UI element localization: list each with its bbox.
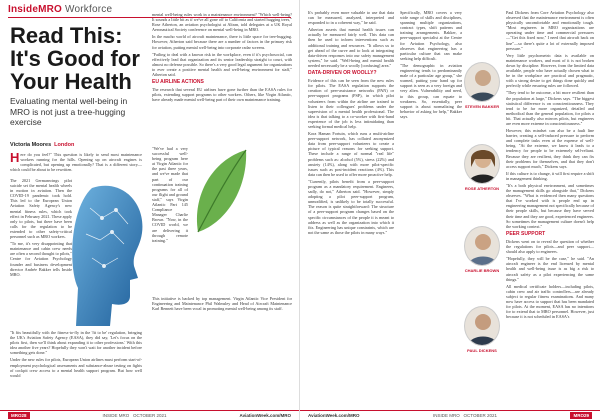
- body-paragraph: Atherton asserts that mental health issues can actually be measured fairly well. This data can then be used to inform interventions such as additional training and resources. "It allows us to get ahead of the curve and to look at integrating data-driven responses into our safety management system," he said. "Well-being and mental health needed necessarily be a woolly [confusing] area.": [308, 27, 394, 68]
- footer-left: [0, 410, 299, 420]
- section-heading: PEER SUPPORT: [506, 230, 546, 237]
- body-paragraph: "To me, it's very disappointing that maintenance and cabin crew needs are often a second thought to pilots," Centre for Aviation Psychology founder and business development director Andrée Bakker tells Inside MRO.: [10, 241, 72, 277]
- left-bottom-column: [10, 330, 142, 380]
- body-paragraph: This initiative is backed by top management. Virgin Atlantic Vice President for Engineering and Maintenance Phil Walmsley and Head of Aircraft Maintenance Karl Bennett have been vocal in promoting mental well-being among its staff.: [152, 296, 292, 312]
- portrait-photo: [464, 306, 500, 346]
- person-icon: [465, 227, 500, 266]
- section-heading: DATA-DRIVEN OR WOOLLY?: [308, 70, 377, 77]
- masthead-section: Workforce: [65, 4, 113, 15]
- body-paragraph: Paul Dickens from Core Aviation Psychology also observed that the maintenance environment is often physically uncomfortable and emotionally tough. "Most engineers in MRO organizations are operating under time and commercial pressures—"Get this fixed now," I need that aircraft back on line"—so there's quite a lot of externally imposed pressure.": [506, 10, 594, 51]
- body-paragraph: However, this mindset can also be a fault line barrier, creating a self-induced pressure to perform and complete tasks even at the expense of well-being. "At the extreme, we know it leads to a tendency for people to be extremely self-reliant. Because they are resilient, they think they can fix their problems for themselves, and that they don't access support much," Dickens says.: [506, 128, 594, 169]
- column-3: [308, 10, 394, 237]
- footer-issue: INSIDE MRO OCTOBER 2021: [102, 413, 167, 418]
- person-icon: [465, 307, 500, 346]
- body-paragraph: All medical certificate holders—including pilots, cabin crew and air traffic controllers—are already subject to regular fitness examinations. And many now have access to support that has been mandated for pilots. At the moment, EASA has no intentions for to extend that to MRO personnel. However, just because it is not scheduled in EASA's: [506, 283, 594, 320]
- column-5: [506, 10, 594, 321]
- portrait-photo: [464, 226, 500, 266]
- drop-cap: H: [10, 150, 20, 165]
- byline-name: Victoria Moores: [10, 142, 52, 148]
- body-paragraph: "Hopefully, they will be the case," he said. "An aircraft engineer is the end licensed by mental health and well-being issue is as big a risk to aircraft safety as a pilot experiencing the same things.": [506, 256, 594, 282]
- footer-url[interactable]: AviationWeek.com/MRO: [239, 413, 291, 418]
- circuit-node: [102, 264, 105, 267]
- column-2: [152, 12, 292, 105]
- portrait-caption: PAUL DICKENS: [467, 348, 497, 353]
- column-2-lower: [152, 146, 188, 245]
- circuit-node: [110, 230, 113, 233]
- column-4: [400, 10, 462, 121]
- page-number: MRO29: [570, 412, 592, 419]
- body-paragraph: "It's a both physical environment, and sometimes the management skills go alongside that," Dickens observes. "What is evidenced then many questions that I've worked with is people end up in engineering management not specifically because of their people skills, but because they have served their time and they are good, experienced engineers. So sometimes the management culture doesn't help the working context.": [506, 183, 594, 229]
- portrait-caption: CHARLIE BROWN: [464, 268, 500, 273]
- circuit-node: [100, 216, 103, 219]
- body-paragraph: Very little psychometric data is available on maintenance workers, and most of it is not broken down by discipline. However, from the limited data available, people who have actually chosen what to be in the workplace are practical and pragmatic, with a strong desire to get things done quickly and perfectly while ensuring rules are followed.: [506, 52, 594, 89]
- head-illustration: [72, 178, 148, 328]
- circuit-node: [114, 208, 117, 211]
- lead-text: ere do you feel?" This question is likely to send most maintenance workers running for the hills. Opening up on aircraft engines is complicated, but opening up emotionally? That is a different story—which could be about to be rewritten.: [10, 152, 142, 173]
- body-paragraph: If this culture is to change, it will first require a shift in management thinking.: [506, 170, 594, 181]
- body-paragraph: "Currently, pilots benefit from a peer-support program as a mandatory requirement. Engineers, sadly, do not," Atherton said. "However, simply adopting a pilot peer-support program, unmodified, is unlikely to be totally successful. The reason is quite straightforward: The structure of a peer-support program changes based on the specific circumstances of the people it is meant to address as well as the organization into which it fits. Engineering has unique constraints, which are not the same as those the pilots in many ways.": [308, 178, 394, 235]
- standfirst: Evaluating mental well-being in MRO is not just a tree-hugging exercise: [10, 96, 128, 127]
- body-paragraph: The 2021 Germanwings pilot suicide set the mental health wheels in motion in aviation. Then the COVID-19 pandemic took hold. This led to the European Union Aviation Safety Agency's new mental fitness rules, which took effect in February 2021. These apply only to pilots, but there have been calls for the regulation to be extended to other safety-critical personnel such as MRO workers.: [10, 178, 72, 240]
- footer-right: [300, 410, 600, 420]
- section-heading: EU AIRLINE ACTIONS: [152, 79, 204, 86]
- portrait-photo: [464, 62, 500, 102]
- body-paragraph: mental well-being rules work in a maintenance environment? "Which well-being? It sounds a little bit as if we've all gone off to California and started hugging trees," Rose Atherton, an aviation psychologist at Altran, told delegates at a UK Royal Aeronautical Society conference on mental well-being in MRO.: [152, 12, 292, 33]
- masthead-brand: InsideMRO: [8, 4, 63, 15]
- wrap-column: [10, 178, 72, 279]
- body-paragraph: Dickens went on to reveal the question of whether the regulations for pilots—and peer support—should also apply to engineers.: [506, 238, 594, 255]
- byline: [10, 142, 74, 148]
- body-paragraph: Evidence of this can be seen from the new rules for pilots. The EASA regulation supports the creation of peer-assistance networks (PAN) or peer-support programs (PSP), in which pilot volunteers from within the airline are trained to listen to their colleagues' problems under the supervision of a mental health professional. The idea is that talking to a co-worker with first-hand experience of the job is less intimidating than seeking formal medical help.: [308, 78, 394, 129]
- body-paragraph: Under the new rules for pilots, European Union airlines must perform start-of-employment psychological assessments and substance-abuse testing on fights of cockpit crew access to a mental health support program. But how well would: [10, 357, 142, 378]
- body-paragraph: "It fits beautifully with the fitness-to-fly in the 'fit to be' regulation, bringing the UK's Aviation Safety Agency (EASA), they did say, 'Let's focus on the pilots first, then we'll think about expanding it to other professions.' With this idea another five years? Hopefully they won't wait for another incident before something gets done.": [10, 330, 142, 356]
- person-icon: [465, 145, 500, 184]
- body-paragraph: Kora Haman Fortuin, which runs a multi-airline peer-support network, has collated anonymized data from peer-support volunteers to create a picture of typical reasons for seeking support. These include a range of normal "real life" problems such as: alcohol (5%), stress (22%) and anxiety (14%), along with more pilot-specific issues such as post-incident reactions (4%). This data can then be used to offer more proactive help.: [308, 131, 394, 177]
- byline-location: London: [54, 142, 75, 148]
- body-paragraph: "Failing to deal with a known risk in the workplace, even if it's psychosocial, can effectively lead that organization and its senior leadership straight to court, with almost no defense possible. So there's a very good legal argument for organizations to ever create a positive mental health and well-being environment for staff," Atherton said.: [152, 51, 292, 78]
- footer-issue: INSIDE MRO OCTOBER 2021: [433, 413, 497, 418]
- column-2-bottom: [152, 296, 292, 313]
- right-page: [300, 0, 600, 420]
- head-silhouette: [72, 186, 142, 326]
- person-icon: [465, 63, 500, 102]
- body-paragraph: Specifically, MRO covers a very wide range of skills and disciplines, spanning multiple organizations, contract types, shift patterns and training arrangements. Bakker, a peer-support specialist at the Centre for Aviation Psychology, also observes that engineering has a particular culture that can make seeking help difficult.: [400, 10, 462, 61]
- masthead: [8, 4, 112, 15]
- portrait-caption: ROSE ATHERTON: [464, 186, 500, 191]
- leaf-illustration: [188, 146, 250, 238]
- portrait-caption: STEVEN BAKKER: [464, 104, 500, 109]
- headline: Read This: It's Good for Your Health: [10, 23, 140, 94]
- page-number: MRO28: [8, 412, 30, 419]
- body-paragraph: "We've had a very successful well-being program here at Virgin Atlantic for the past three years, and we've made that part of our continuation training programs for all of our flight and ground staff," says Virgin Atlantic Part 145 Compliance Manager Charlie Brown. "Now, in the COVID world, we are delivering it through remote training.": [152, 146, 188, 243]
- body-paragraph: It's probably even more valuable to use that data can be measured, analyzed, interpreted and responded to in a coherent way," he said.: [308, 10, 394, 26]
- footer-url[interactable]: AviationWeek.com/MRO: [308, 413, 360, 418]
- body-paragraph: The research that several EU airlines have gone further than the EASA rules for pilots, extending support programs to other workers. Others, like Virgin Atlantic, have already made mental well-being part of their own maintenance training.: [152, 87, 292, 103]
- body-paragraph: "They tend to be outcome, a bit more resilient than the population at large," Dickens says. "The biggest statistical difference is on conscientiousness. They tend to be far more organized, detailed and methodical than the general population, for pilots a bit. That actually also mirrors pilots, but engineers are even more extreme in conscientiousness.": [506, 90, 594, 126]
- lead-paragraph: [10, 152, 142, 172]
- body-paragraph: In the macho world of aircraft maintenance, there is little space for tree-hugging. However, Atherton said because there are a number of factors in the primary risk for aviation, putting mental well-being into corporate radar screens.: [152, 34, 292, 50]
- body-paragraph: "The demographic in aviation engineering tends to predominantly male of a particular age group," she warned, putting your hand up for support is seen as a very foreign and very alien. Vulnerability and need, to this group, can equate to weakness. So, essentially, peer support is about normalizing the behavior of asking for help," Bakker says.: [400, 62, 462, 119]
- portrait-photo: [464, 144, 500, 184]
